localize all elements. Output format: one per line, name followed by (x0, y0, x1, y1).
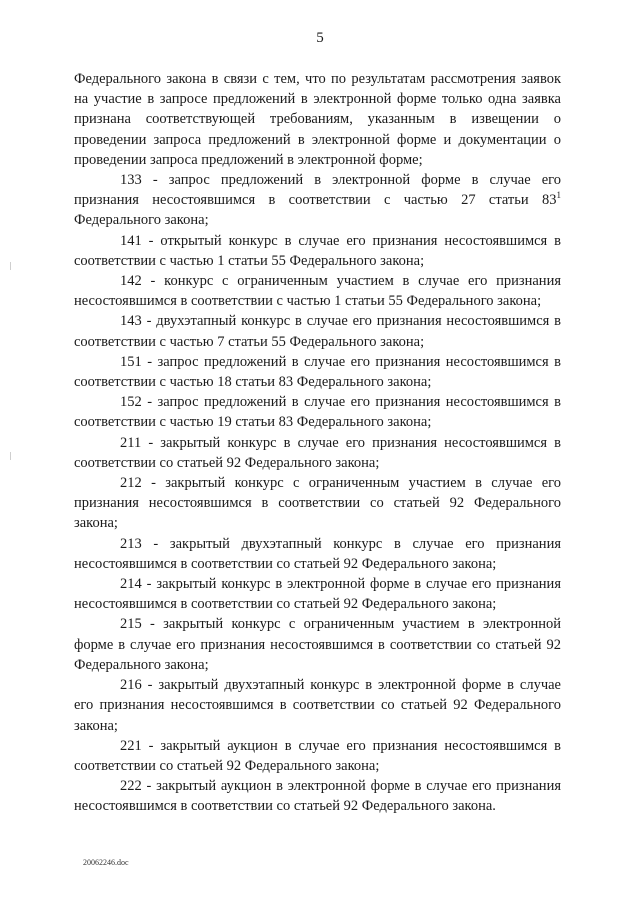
list-item-212: 212 - закрытый конкурс с ограниченным участием в случае его признания несостоявшимся в соответствии со статьей 92 Федерального закона; (74, 475, 561, 532)
page-number: 5 (316, 30, 324, 46)
margin-scan-mark (10, 452, 11, 460)
list-item-222: 222 - закрытый аукцион в электронной форме в случае его признания несостоявшимся в соответствии со статьей 92 Федерального закона. (74, 778, 561, 815)
footer-filename: 20062246.doc (83, 858, 129, 867)
list-item-142: 142 - конкурс с ограниченным участием в случае его признания несостоявшимся в соответствии с частью 1 статьи 55 Федерального закона; (74, 273, 561, 310)
list-item-151: 151 - запрос предложений в случае его признания несостоявшимся в соответствии с частью 18 статьи 83 Федерального закона; (74, 353, 561, 391)
margin-scan-mark (10, 262, 11, 270)
list-item-216: 216 - закрытый двухэтапный конкурс в электронной форме в случае его признания несостоявшимся в соответствии со статьей 92 Федерального закона; (74, 677, 561, 734)
list-item-141: 141 - открытый конкурс в случае его признания несостоявшимся в соответствии с частью 1 статьи 55 Федерального закона; (74, 232, 561, 269)
list-item-152: 152 - запрос предложений в случае его признания несостоявшимся в соответствии с частью 19 статьи 83 Федерального закона; (74, 394, 561, 431)
list-item-text-tail: Федерального закона; (74, 212, 209, 229)
list-item-143: 143 - двухэтапный конкурс в случае его признания несостоявшимся в соответствии с частью 7 статьи 55 Федерального закона; (74, 313, 561, 350)
continuation-paragraph: Федерального закона в связи с тем, что по результатам рассмотрения заявок на участие в запросе предложений в электронной форме только одна заявка признана соответствующей требованиям, указанным в извещении о проведении запроса предложений в электронной форме и документации о проведении запроса предложений в электронной форме; (74, 71, 561, 168)
list-item-221: 221 - закрытый аукцион в случае его признания несостоявшимся в соответствии со статьей 92 Федерального закона; (74, 737, 561, 774)
list-item-211: 211 - закрытый конкурс в случае его признания несостоявшимся в соответствии со статьей 92 Федерального закона; (74, 434, 561, 471)
list-item-213: 213 - закрытый двухэтапный конкурс в случае его признания несостоявшимся в соответствии со статьей 92 Федерального закона; (74, 535, 561, 572)
list-item-133 (74, 170, 561, 231)
list-item-text: 133 - запрос предложений в электронной форме в случае его признания несостоявшимся в соответствии с частью 27 статьи 83 (74, 172, 561, 209)
list-item-214: 214 - закрытый конкурс в электронной форме в случае его признания несостоявшимся в соответствии со статьей 92 Федерального закона; (74, 576, 561, 613)
document-body (74, 69, 561, 817)
superscript-marker: 1 (556, 190, 561, 201)
list-item-215: 215 - закрытый конкурс с ограниченным участием в электронной форме в случае его признания несостоявшимся в соответствии со статьей 92 Федерального закона; (74, 616, 561, 673)
